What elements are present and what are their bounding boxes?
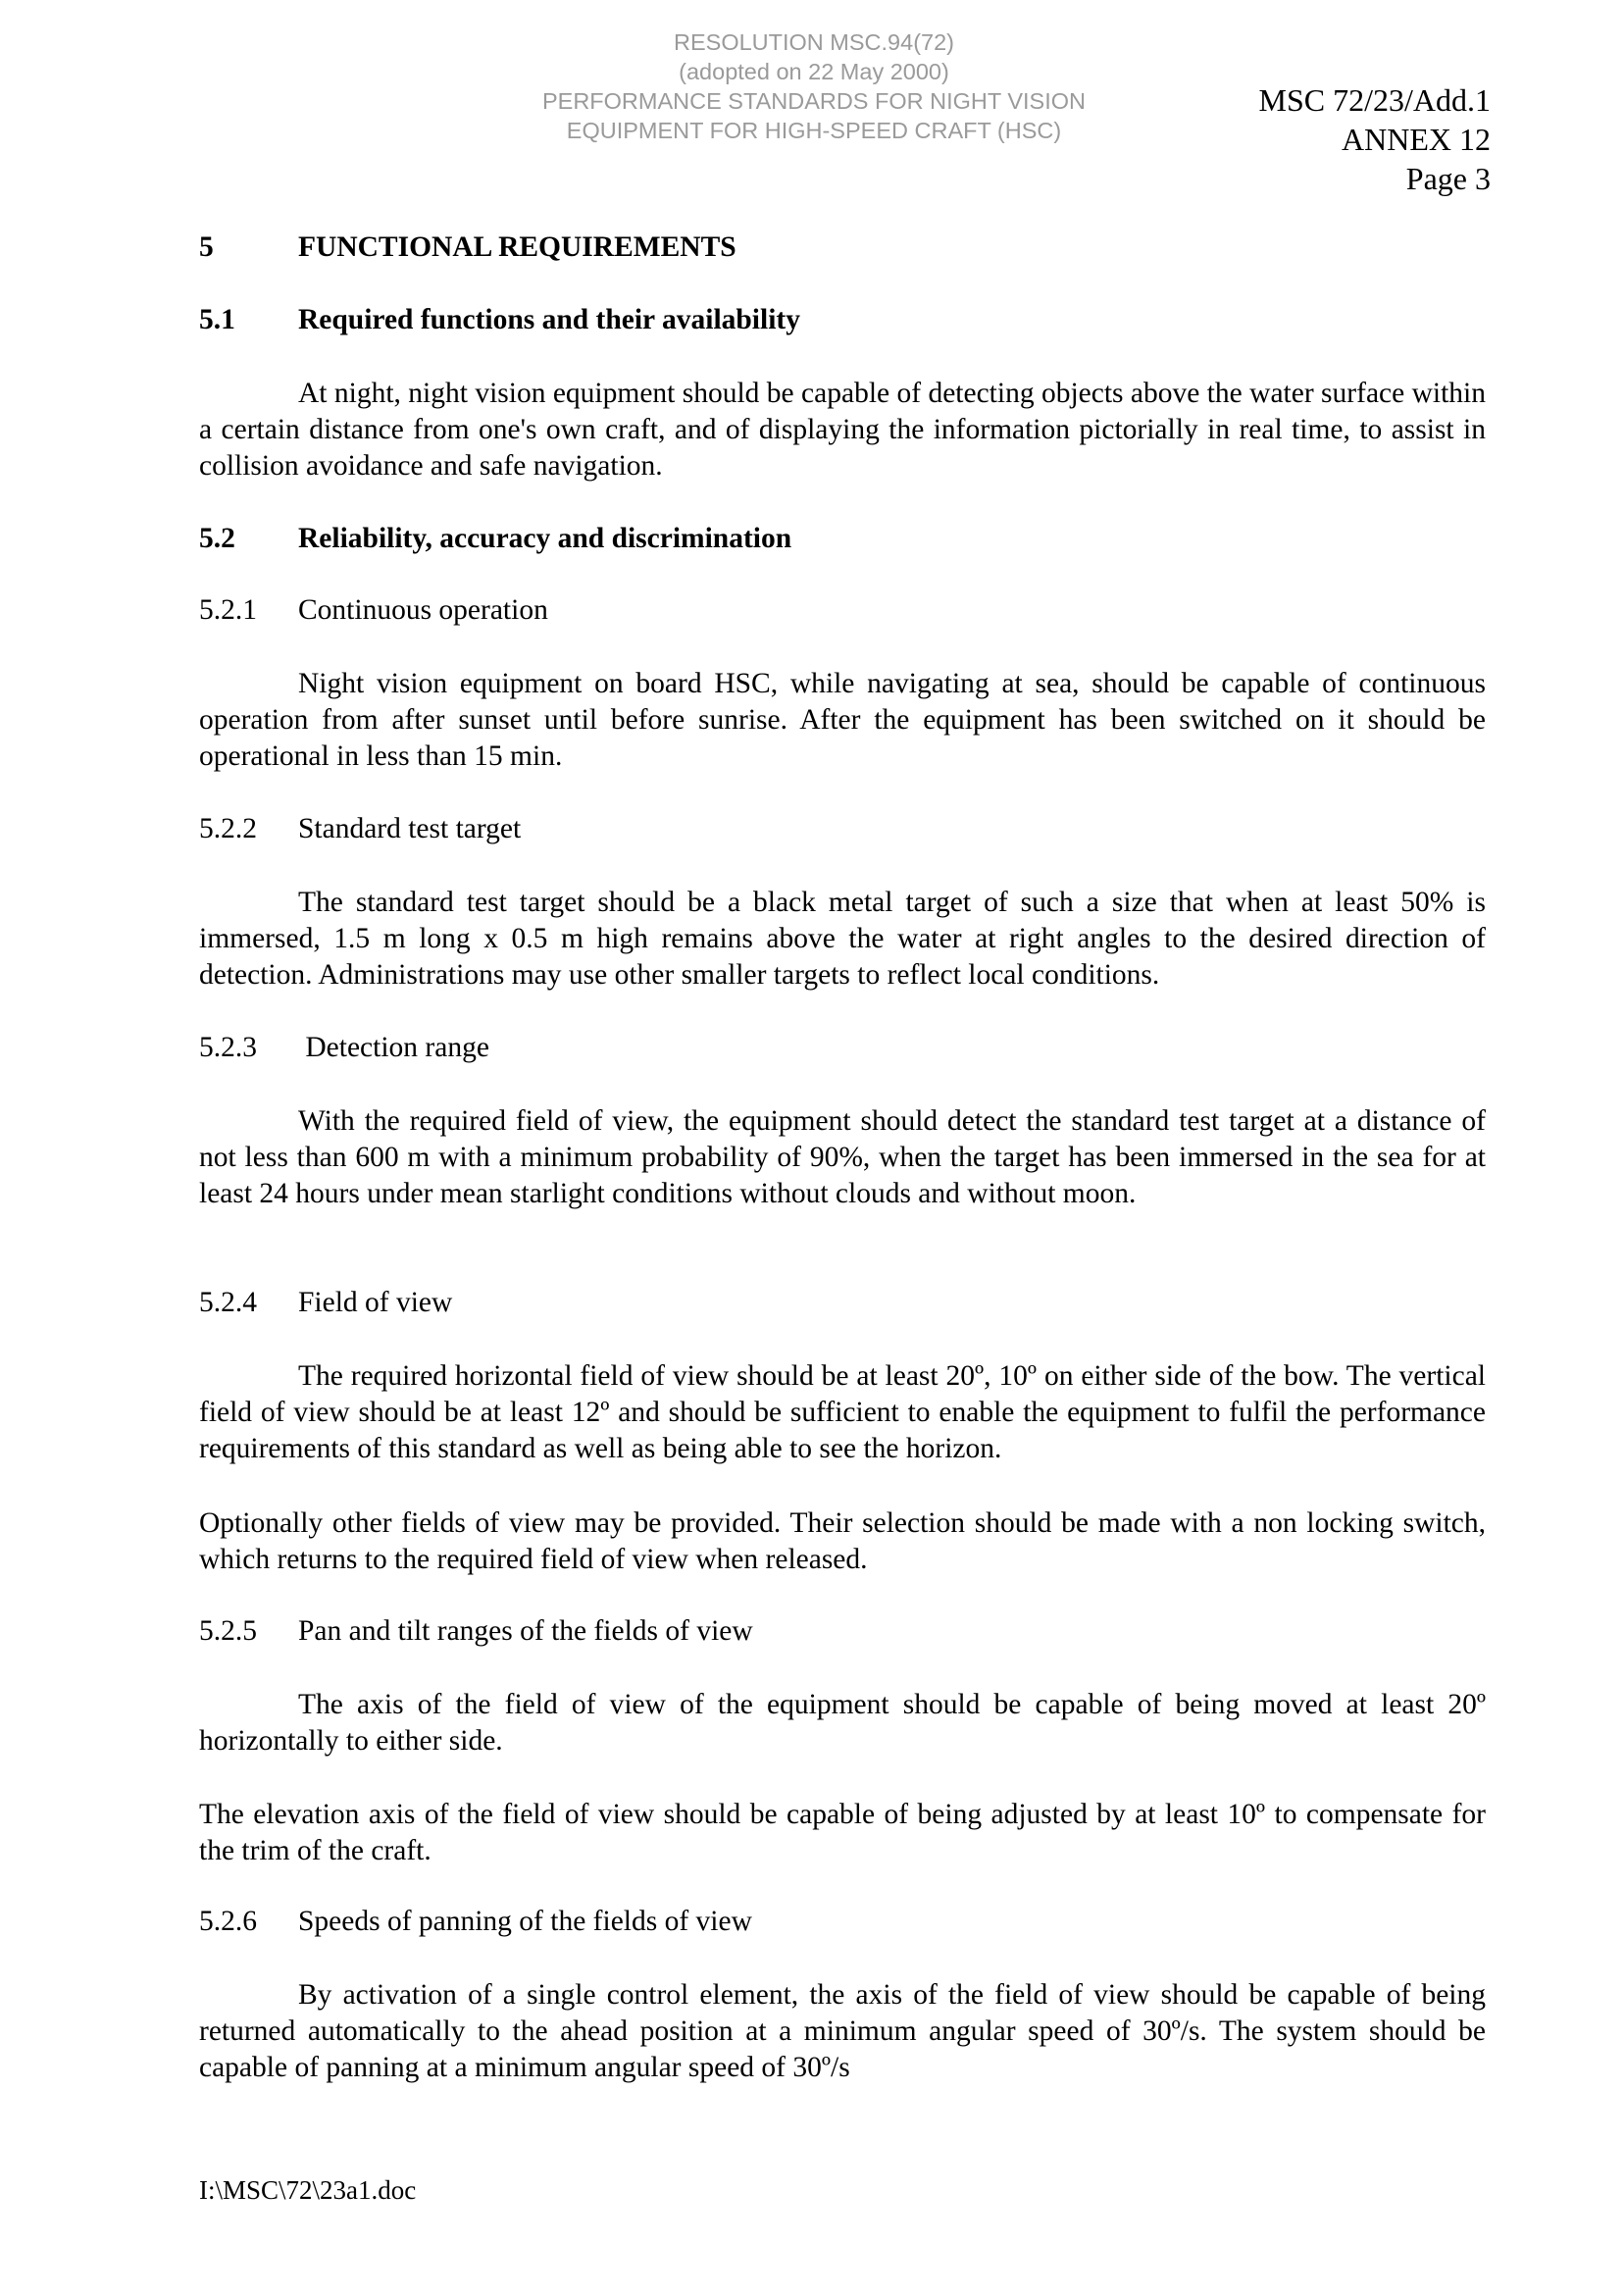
- section-number: 5.2.4: [199, 1287, 257, 1318]
- section-number: 5.2.1: [199, 594, 257, 626]
- watermark-line: RESOLUTION MSC.94(72): [674, 29, 954, 55]
- section-title: Pan and tilt ranges of the fields of view: [298, 1615, 753, 1647]
- doc-reference: MSC 72/23/Add.1: [1258, 82, 1491, 118]
- subsection-heading: [199, 594, 548, 627]
- section-heading: [199, 231, 736, 264]
- section-title: Standard test target: [298, 813, 522, 844]
- section-number: 5.2.2: [199, 813, 257, 844]
- section-title: Field of view: [298, 1287, 453, 1318]
- subsection-heading: [199, 813, 521, 845]
- section-title: Continuous operation: [298, 594, 548, 626]
- paragraph: At night, night vision equipment should be capable of detecting objects above the water surface within a certain distance from one's own craft, and of displaying the information pictorially in real time, to assist in collision avoidance and safe navigation.: [199, 378, 1486, 482]
- paragraph: With the required field of view, the equipment should detect the standard test target at a distance of not less than 600 m with a minimum probability of 90%, when the target has been immersed in the sea for at least 24 hours under mean starlight conditions without clouds and without moon.: [199, 1105, 1486, 1209]
- page-number: Page 3: [1405, 161, 1491, 196]
- subsection-heading: [199, 1032, 489, 1064]
- paragraph: The axis of the field of view of the equipment should be capable of being moved at least 20º horizontally to either side.: [199, 1689, 1486, 1757]
- file-path-footer: I:\MSC\72\23a1.doc: [199, 2175, 417, 2205]
- watermark-title: [471, 27, 1157, 145]
- section-title: Reliability, accuracy and discrimination: [298, 523, 792, 554]
- watermark-line: PERFORMANCE STANDARDS FOR NIGHT VISION: [541, 88, 1087, 114]
- section-number: 5.2: [199, 523, 235, 554]
- watermark-line: EQUIPMENT FOR HIGH-SPEED CRAFT (HSC): [566, 118, 1062, 143]
- section-title: Required functions and their availability: [298, 304, 800, 335]
- annex-label: ANNEX 12: [1342, 122, 1491, 157]
- page-header: [1259, 80, 1491, 198]
- section-number: 5.1: [199, 304, 235, 335]
- section-heading: [199, 304, 800, 336]
- paragraph: The elevation axis of the field of view should be capable of being adjusted by at least 10º to compensate for the trim of the craft.: [199, 1799, 1486, 1866]
- paragraph: By activation of a single control element, the axis of the field of view should be capable of being returned automatically to the ahead position at a minimum angular speed of 30º/s. The system should be capable of panning at a minimum angular speed of 30º/s: [199, 1979, 1486, 2083]
- paragraph: The required horizontal field of view should be at least 20º, 10º on either side of the bow. The vertical field of view should be at least 12º and should be sufficient to enable the equipment to fulfil the performance requirements of this standard as well as being able to see the horizon.: [199, 1360, 1486, 1464]
- section-title: FUNCTIONAL REQUIREMENTS: [298, 231, 736, 263]
- paragraph: Optionally other fields of view may be provided. Their selection should be made with a non locking switch, which returns to the required field of view when released.: [199, 1507, 1486, 1575]
- section-title: Speeds of panning of the fields of view: [298, 1906, 752, 1937]
- section-number: 5: [199, 231, 214, 263]
- section-number: 5.2.5: [199, 1615, 257, 1647]
- subsection-heading: [199, 1287, 452, 1319]
- paragraph: The standard test target should be a black metal target of such a size that when at least 50% is immersed, 1.5 m long x 0.5 m high remains above the water at right angles to the desired direction of detection. Administrations may use other smaller targets to reflect local conditions.: [199, 887, 1486, 991]
- section-number: 5.2.3: [199, 1032, 257, 1063]
- watermark-line: (adopted on 22 May 2000): [679, 59, 949, 84]
- section-number: 5.2.6: [199, 1906, 257, 1937]
- paragraph: Night vision equipment on board HSC, while navigating at sea, should be capable of continuous operation from after sunset until before sunrise. After the equipment has been switched on it should be operational in less than 15 min.: [199, 668, 1486, 772]
- section-heading: [199, 523, 791, 555]
- subsection-heading: [199, 1615, 753, 1648]
- section-title: Detection range: [298, 1032, 489, 1063]
- subsection-heading: [199, 1906, 752, 1938]
